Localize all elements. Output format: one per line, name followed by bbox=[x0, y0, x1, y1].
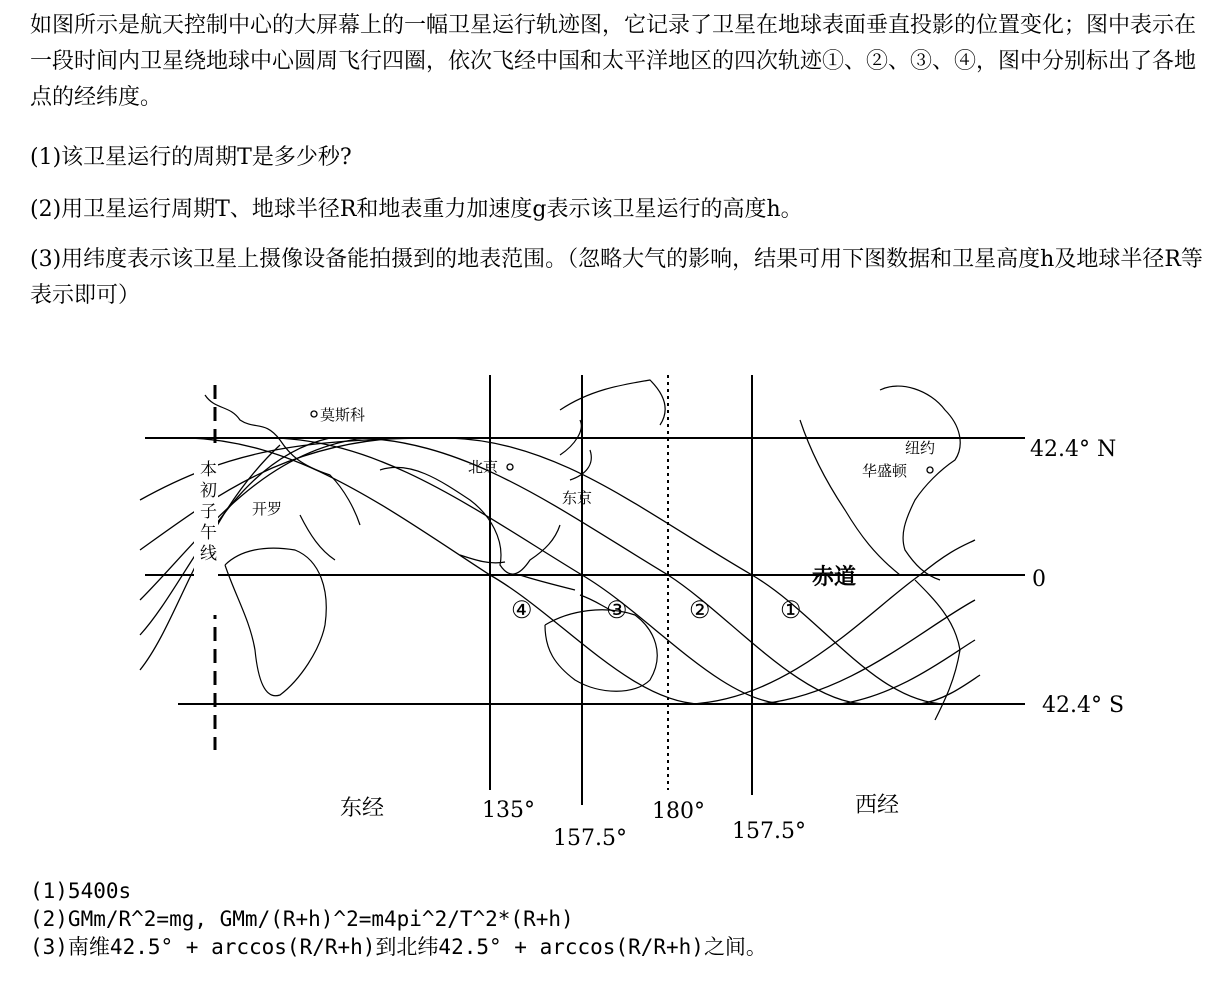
moscow-dot bbox=[311, 411, 317, 417]
east-longitude-label: 东经 bbox=[340, 796, 385, 821]
beijing-dot bbox=[507, 464, 513, 470]
intro-text: 如图所示是航天控制中心的大屏幕上的一幅卫星运行轨迹图，它记录了卫星在地球表面垂直投影的位置变化；图中表示在一段时间内卫星绕地球中心圆周飞行四圈，依次飞经中国和太平洋地区的四次轨迹①、②、③、④，图中分别标出了各地点的经纬度。 bbox=[30, 13, 1197, 110]
answer-1: (1)5400s bbox=[30, 879, 132, 903]
lon-157-east-label: 157.5° bbox=[553, 826, 627, 851]
moscow-label: 莫斯科 bbox=[320, 406, 366, 424]
washington-label: 华盛顿 bbox=[862, 462, 908, 480]
lat-north-label: 42.4° N bbox=[1030, 437, 1117, 462]
beijing-label: 北京 bbox=[468, 458, 499, 476]
track-4-descending bbox=[190, 438, 700, 704]
track-i-ascending bbox=[920, 675, 980, 704]
north-america-outline bbox=[880, 386, 960, 580]
track-3-descending bbox=[275, 438, 785, 704]
track-marker-4: ④ bbox=[511, 596, 533, 624]
problem-intro bbox=[30, 8, 1210, 116]
cairo-label: 开罗 bbox=[252, 500, 283, 518]
question-2: (2)用卫星运行周期T、地球半径R和地表重力加速度g表示该卫星运行的高度h。 bbox=[30, 197, 803, 222]
track-marker-3: ③ bbox=[606, 596, 628, 624]
indonesia-outline bbox=[460, 555, 615, 612]
africa-outline bbox=[225, 548, 326, 696]
asia-north-outline bbox=[560, 380, 665, 425]
answer-3: (3)南维42.5° + arccos(R/R+h)到北纬42.5° + arccos(R/R+h)之间。 bbox=[30, 935, 767, 959]
tokyo-label: 东京 bbox=[562, 489, 593, 507]
lon-157-west-label: 157.5° bbox=[732, 819, 806, 844]
track-marker-1: ① bbox=[780, 596, 802, 624]
equator-label: 赤道 bbox=[812, 564, 857, 590]
lon-180-label: 180° bbox=[652, 799, 705, 824]
track-marker-2: ② bbox=[689, 596, 711, 624]
australia-outline bbox=[545, 610, 657, 691]
west-longitude-label: 西经 bbox=[855, 793, 900, 818]
africa-outline-2 bbox=[300, 515, 335, 560]
answer-2: (2)GMm/R^2=mg, GMm/(R+h)^2=m4pi^2/T^2*(R+h) bbox=[30, 907, 574, 931]
satellite-track-map bbox=[0, 350, 1228, 870]
question-1: (1)该卫星运行的周期T是多少秒? bbox=[30, 145, 352, 170]
prime-meridian-label: 本初子午线 bbox=[196, 460, 216, 565]
question-3: (3)用纬度表示该卫星上摄像设备能拍摄到的地表范围。（忽略大气的影响，结果可用下图数据和卫星高度h及地球半径R等表示即可） bbox=[30, 247, 1203, 308]
lon-135-label: 135° bbox=[482, 798, 535, 823]
lat-zero-label: 0 bbox=[1032, 567, 1046, 592]
washington-dot bbox=[927, 467, 933, 473]
track-2-descending bbox=[360, 438, 865, 704]
lat-south-label: 42.4° S bbox=[1042, 693, 1125, 718]
track-a-ascending bbox=[140, 438, 330, 635]
newyork-label: 纽约 bbox=[905, 439, 936, 457]
north-america-west bbox=[800, 420, 900, 575]
